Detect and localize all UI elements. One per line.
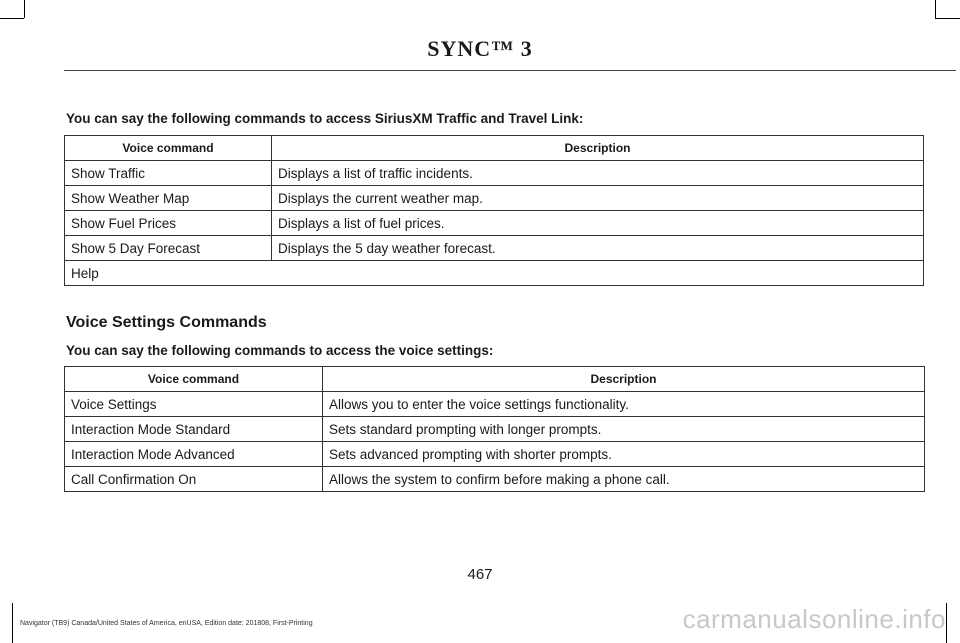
description-cell: Sets advanced prompting with shorter prompts. (323, 442, 925, 467)
table-row (65, 161, 924, 186)
help-cell: Help (65, 261, 924, 286)
crop-mark (935, 18, 960, 19)
description-cell: Sets standard prompting with longer prompts. (323, 417, 925, 442)
page-title: SYNC™ 3 (427, 36, 533, 61)
command-cell: Interaction Mode Standard (65, 417, 323, 442)
table-row (65, 467, 925, 492)
edition-footer: Navigator (TB9) Canada/United States of America, enUSA, Edition date: 201808, First-Printing (20, 620, 313, 627)
column-header: Voice command (65, 367, 323, 392)
command-cell: Show Weather Map (65, 186, 272, 211)
description-cell: Displays the current weather map. (272, 186, 924, 211)
command-cell: Show 5 Day Forecast (65, 236, 272, 261)
command-cell: Call Confirmation On (65, 467, 323, 492)
description-cell: Allows you to enter the voice settings functionality. (323, 392, 925, 417)
site-watermark: carmanualsonline.info (682, 604, 946, 634)
traffic-intro: You can say the following commands to access SiriusXM Traffic and Travel Link: (66, 111, 584, 126)
voice-intro: You can say the following commands to access the voice settings: (66, 343, 494, 358)
voice-settings-table (64, 366, 925, 492)
header-divider (64, 70, 956, 71)
section-heading: Voice Settings Commands (66, 314, 267, 331)
traffic-commands-table (64, 135, 924, 286)
table-row (65, 261, 924, 286)
command-cell: Show Fuel Prices (65, 211, 272, 236)
crop-mark (946, 603, 947, 643)
table-row (65, 211, 924, 236)
column-header: Description (323, 367, 925, 392)
crop-mark (12, 603, 13, 643)
description-cell: Allows the system to confirm before making a phone call. (323, 467, 925, 492)
table-header-row (65, 136, 924, 161)
crop-mark (935, 0, 936, 18)
table-row (65, 392, 925, 417)
table-header-row (65, 367, 925, 392)
command-cell: Show Traffic (65, 161, 272, 186)
crop-mark (24, 0, 25, 18)
table-row (65, 442, 925, 467)
table-row (65, 186, 924, 211)
column-header: Voice command (65, 136, 272, 161)
command-cell: Interaction Mode Advanced (65, 442, 323, 467)
column-header: Description (272, 136, 924, 161)
page-number: 467 (467, 566, 493, 583)
crop-mark (0, 18, 24, 19)
table-row (65, 417, 925, 442)
description-cell: Displays the 5 day weather forecast. (272, 236, 924, 261)
command-cell: Voice Settings (65, 392, 323, 417)
table-row (65, 236, 924, 261)
description-cell: Displays a list of traffic incidents. (272, 161, 924, 186)
description-cell: Displays a list of fuel prices. (272, 211, 924, 236)
